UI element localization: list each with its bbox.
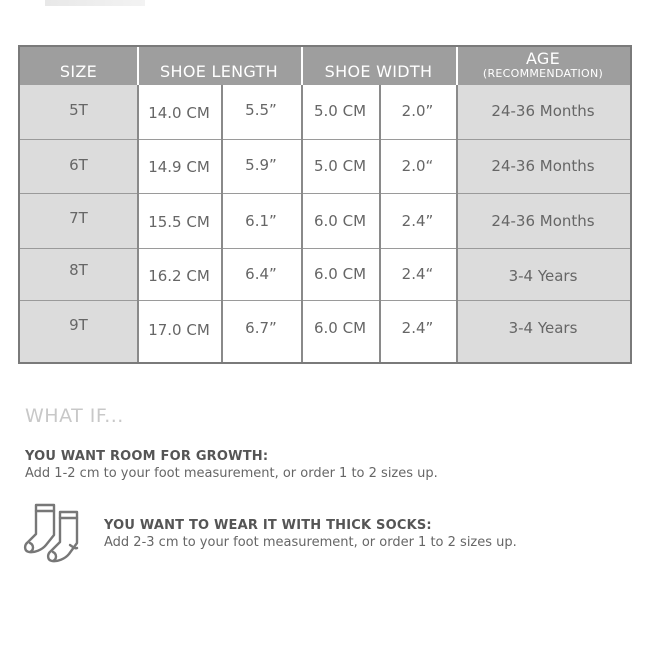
row-divider [20, 193, 630, 194]
column-divider [137, 85, 139, 362]
column-divider [379, 85, 381, 362]
tip-socks-title: YOU WANT TO WEAR IT WITH THICK SOCKS: [104, 518, 432, 533]
width-cm-cell: 6.0 CM [301, 248, 379, 300]
table-row [20, 193, 630, 248]
table-row [20, 248, 630, 300]
column-divider [221, 85, 223, 362]
header-size: SIZE [59, 62, 98, 81]
width-cm-cell: 6.0 CM [301, 300, 379, 362]
width-in-cell: 2.4” [379, 193, 456, 248]
header-age-label: AGE [525, 49, 561, 68]
age-cell: 24-36 Months [456, 85, 630, 139]
length-cm-cell: 14.0 CM [137, 85, 221, 139]
length-cm-cell: 15.5 CM [137, 193, 221, 248]
length-in-cell: 6.4” [221, 248, 301, 300]
width-cm-cell: 6.0 CM [301, 193, 379, 248]
column-divider [456, 85, 458, 362]
header-divider [137, 47, 139, 85]
length-in-cell: 6.1” [221, 193, 301, 248]
column-divider [301, 85, 303, 362]
table-row [20, 85, 630, 139]
size-cell: 8T [20, 248, 137, 300]
width-cm-cell: 5.0 CM [301, 139, 379, 193]
table-row [20, 300, 630, 362]
tip-growth-title: YOU WANT ROOM FOR GROWTH: [25, 449, 269, 464]
length-cm-cell: 17.0 CM [137, 300, 221, 362]
length-cm-cell: 14.9 CM [137, 139, 221, 193]
header-shoe-length: SHOE LENGTH [160, 62, 278, 81]
header-age [456, 47, 630, 85]
width-cm-cell: 5.0 CM [301, 85, 379, 139]
width-in-cell: 2.4” [379, 300, 456, 362]
length-in-cell: 5.5” [221, 85, 301, 139]
header-shoe-width: SHOE WIDTH [324, 62, 433, 81]
header-divider [456, 47, 458, 85]
size-cell: 7T [20, 193, 137, 248]
table-header [20, 47, 630, 85]
what-if-heading: WHAT IF... [25, 405, 124, 427]
age-cell: 3-4 Years [456, 248, 630, 300]
age-cell: 24-36 Months [456, 193, 630, 248]
header-age-sublabel: (RECOMMENDATION) [482, 67, 604, 80]
length-cm-cell: 16.2 CM [137, 248, 221, 300]
size-cell: 9T [20, 300, 137, 362]
row-divider [20, 300, 630, 301]
width-in-cell: 2.0“ [379, 139, 456, 193]
length-in-cell: 5.9” [221, 139, 301, 193]
top-faded-element [45, 0, 145, 6]
row-divider [20, 139, 630, 140]
length-in-cell: 6.7” [221, 300, 301, 362]
row-divider [20, 248, 630, 249]
tip-growth-text: Add 1-2 cm to your foot measurement, or order 1 to 2 sizes up. [25, 466, 438, 481]
age-cell: 3-4 Years [456, 300, 630, 362]
size-cell: 5T [20, 85, 137, 139]
age-cell: 24-36 Months [456, 139, 630, 193]
width-in-cell: 2.4“ [379, 248, 456, 300]
size-chart-table [18, 45, 632, 364]
header-divider [301, 47, 303, 85]
tip-socks-text: Add 2-3 cm to your foot measurement, or order 1 to 2 sizes up. [104, 535, 517, 550]
socks-icon [22, 501, 82, 565]
table-row [20, 139, 630, 193]
size-cell: 6T [20, 139, 137, 193]
width-in-cell: 2.0” [379, 85, 456, 139]
